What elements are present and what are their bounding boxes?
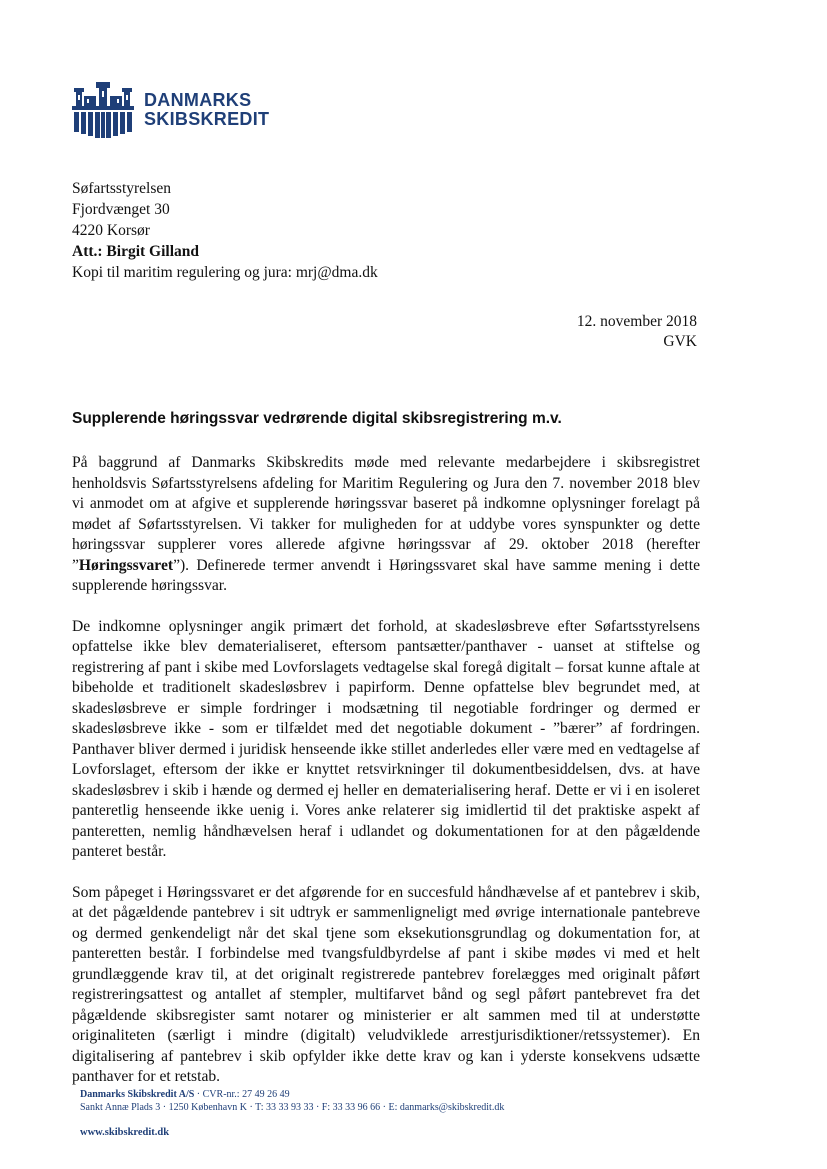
footer-company: Danmarks Skibskredit A/S	[80, 1089, 195, 1100]
letter-subject: Supplerende høringssvar vedrørende digital skibsregistrering m.v.	[72, 410, 562, 427]
logo-line-skibskredit: SKIBSKREDIT	[144, 109, 270, 129]
date-block	[577, 312, 697, 352]
paragraph-3: Som påpeget i Høringssvaret er det afgørende for en succesfuld håndhævelse af et pantebrev i skib, at det pågældende pantebrev i sit udtryk er sammenligneligt med øvrige internationale pantebreve og dermed genkendeligt når det skal tjene som eksekutionsgrundlag og dokumentation for, at panteretten består. I forbindelse med tvangsfuldbyrdelse af pant i skibe mødes vi med et helt grundlæggende krav til, at det originalt registrerede pantebrev forelægges med originalt påført registreringsattest og antallet af stempler, multifarvet bånd og segl påført pantebrevet fra det pågældende skibsregister samt notarer og ministerier er alt sammen med til at understøtte originaliteten (særligt i mindre (digitalt) veludviklede arrestjurisdiktioner/retssystemer). En digitalisering af pantebrev i skib opfylder ikke dette krav og kan i yderste konsekvens udsætte panthaver for et retstab.	[72, 883, 700, 1085]
logo-wordmark	[144, 91, 269, 129]
letter-body	[72, 453, 700, 1108]
paragraph-1-text-a: På baggrund af Danmarks Skibskredits møde med relevante medarbejdere i skibsregistret henholdsvis Søfartsstyrelsens afdeling for Maritim Regulering og Jura den 7. november 2018 blev vi anmodet om at afgive et supplerende høringssvar baseret på indkomne oplysninger forelagt på mødet af Søfartsstyrelsen. Vi takker for muligheden for at uddybe vores synspunkter og dette høringssvar supplerer vores allerede afgivne høringssvar af 29. oktober 2018 (herefter ”	[72, 454, 700, 574]
recipient-attention: Att.: Birgit Gilland	[72, 243, 200, 260]
logo-line-danmarks: DANMARKS	[144, 90, 252, 110]
footer-website-link[interactable]: www.skibskredit.dk	[80, 1127, 170, 1138]
recipient-copy: Kopi til maritim regulering og jura: mrj@dma.dk	[72, 264, 378, 281]
recipient-name: Søfartsstyrelsen	[72, 180, 172, 197]
paragraph-2: De indkomne oplysninger angik primært det forhold, at skadesløsbreve efter Søfartsstyrelsens opfattelse ikke blev dematerialiseret, eftersom pantsætter/panthaver - uanset at stiftelse og registrering af pant i skibe med Lovforslagets vedtagelse skal foregå digitalt – forsat kunne aftale at bibeholde et traditionelt skadesløsbrev i papirform. Denne opfattelse blev begrundet med, at skadesløsbreve er simple fordringer i modsætning til negotiable fordringer og dermed er skadesløsbreve ikke - som er tilfældet med det negotiable dokument - ”bærer” af fordringen. Panthaver bliver dermed i juridisk henseende ikke stillet anderledes eller være med en vedtagelse af Lovforslaget, eftersom der ikke er knyttet retsvirkninger til dokumentbesiddelsen, dvs. at have skadesløsbrev i skib i hænde og dermed ej heller en dematerialisering heraf. Dette er vi i en isoleret panteretlig henseende ikke uenig i. Vores anke relaterer sig imidlertid til det praktiske aspekt af panteretten, nemlig håndhævelsen heraf i udlandet og dokumentationen for at den pågældende panteret består.	[72, 617, 700, 860]
defined-term: Høringssvaret	[78, 556, 174, 574]
company-logo	[72, 82, 269, 138]
recipient-address	[72, 178, 378, 283]
recipient-street: Fjordvænget 30	[72, 201, 170, 218]
paragraph-1-text-b: ”). Definerede termer anvendt i Høringssvaret skal have samme mening i dette supplerende høringssvar.	[72, 556, 700, 594]
castle-logo-icon	[72, 82, 134, 138]
footer-address: Sankt Annæ Plads 3 · 1250 København K · T: 33 33 93 33 · F: 33 33 96 66 · E: danmarks@skibskredit.dk	[80, 1101, 505, 1113]
letter-reference: GVK	[663, 333, 697, 350]
letter-footer	[80, 1089, 504, 1114]
letter-date: 12. november 2018	[576, 313, 697, 330]
recipient-city: 4220 Korsør	[72, 222, 150, 239]
footer-cvr: · CVR-nr.: 27 49 26 49	[194, 1089, 290, 1100]
paragraph-1	[72, 453, 700, 597]
footer-company-line	[80, 1089, 504, 1102]
